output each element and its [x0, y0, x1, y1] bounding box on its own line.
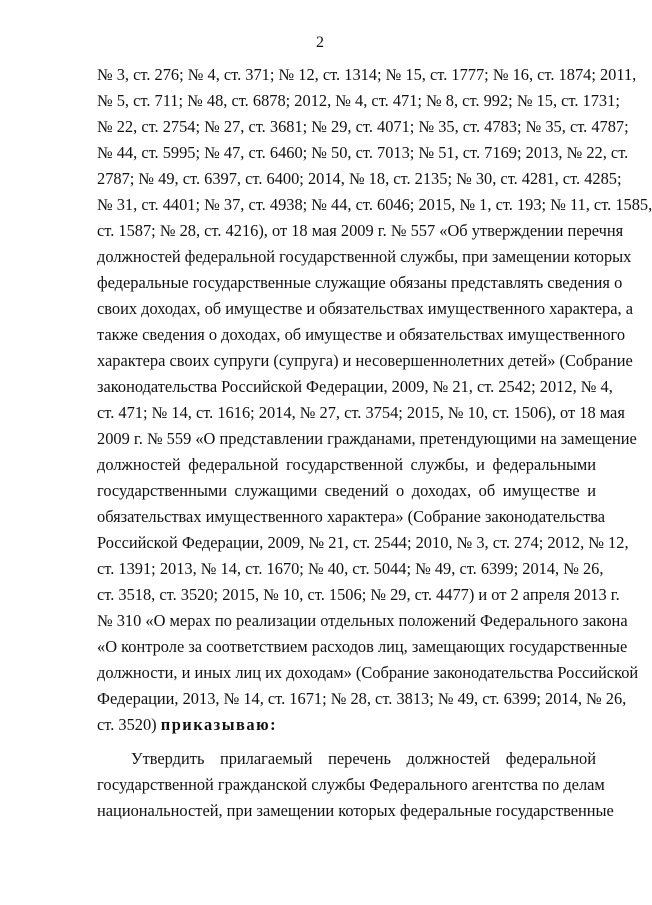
body-line: законодательства Российской Федерации, 2009, № 21, ст. 2542; 2012, № 4,: [97, 377, 613, 396]
paragraph-line: Утвердить прилагаемый перечень должностей федеральной: [131, 749, 596, 768]
body-line: ст. 3518, ст. 3520; 2015, № 10, ст. 1506; № 29, ст. 4477) и от 2 апреля 2013 г.: [97, 585, 620, 604]
body-line: должностей федеральной государственной службы, при замещении которых: [97, 247, 632, 266]
body-line: № 22, ст. 2754; № 27, ст. 3681; № 29, ст. 4071; № 35, ст. 4783; № 35, ст. 4787;: [97, 117, 629, 136]
body-line: Российской Федерации, 2009, № 21, ст. 2544; 2010, № 3, ст. 274; 2012, № 12,: [97, 533, 629, 552]
body-line: характера своих супруги (супруга) и несовершеннолетних детей» (Собрание: [97, 351, 633, 370]
body-line: ст. 1391; 2013, № 14, ст. 1670; № 40, ст. 5044; № 49, ст. 6399; 2014, № 26,: [97, 559, 604, 578]
body-line: государственными служащими сведений о доходах, об имуществе и: [97, 481, 596, 500]
body-line: № 31, ст. 4401; № 37, ст. 4938; № 44, ст. 6046; 2015, № 1, ст. 193; № 11, ст. 1585,: [97, 195, 652, 214]
body-line: обязательствах имущественного характера» (Собрание законодательства: [97, 507, 606, 526]
page-number: 2: [316, 34, 324, 51]
body-line: 2787; № 49, ст. 6397, ст. 6400; 2014, № 18, ст. 2135; № 30, ст. 4281, ст. 4285;: [97, 169, 622, 188]
body-line: федеральные государственные служащие обязаны представлять сведения о: [97, 273, 623, 292]
body-line: должностей федеральной государственной службы, и федеральными: [97, 455, 596, 474]
closing-line-text: ст. 3520): [97, 715, 161, 734]
closing-line: [97, 712, 596, 738]
paragraph-line: государственной гражданской службы Федерального агентства по делам: [97, 775, 605, 794]
body-line: № 3, ст. 276; № 4, ст. 371; № 12, ст. 1314; № 15, ст. 1777; № 16, ст. 1874; 2011,: [97, 65, 637, 84]
body-line: № 310 «О мерах по реализации отдельных положений Федерального закона: [97, 611, 628, 630]
body-line: ст. 1587; № 28, ст. 4216), от 18 мая 2009 г. № 557 «Об утверждении перечня: [97, 221, 624, 240]
body-line: 2009 г. № 559 «О представлении гражданами, претендующими на замещение: [97, 429, 637, 448]
order-word: приказываю:: [160, 715, 278, 734]
body-line: также сведения о доходах, об имуществе и обязательствах имущественного: [97, 325, 626, 344]
body-line: № 44, ст. 5995; № 47, ст. 6460; № 50, ст. 7013; № 51, ст. 7169; 2013, № 22, ст.: [97, 143, 629, 162]
body-line: должности, и иных лиц их доходам» (Собрание законодательства Российской: [97, 663, 639, 682]
body-line: ст. 471; № 14, ст. 1616; 2014, № 27, ст. 3754; 2015, № 10, ст. 1506), от 18 мая: [97, 403, 625, 422]
body-line: своих доходах, об имуществе и обязательствах имущественного характера, а: [97, 299, 633, 318]
paragraph-line: национальностей, при замещении которых федеральные государственные: [97, 801, 614, 820]
body-line: «О контроле за соответствием расходов лиц, замещающих государственные: [97, 637, 628, 656]
body-line: Федерации, 2013, № 14, ст. 1671; № 28, ст. 3813; № 49, ст. 6399; 2014, № 26,: [97, 689, 627, 708]
body-line: № 5, ст. 711; № 48, ст. 6878; 2012, № 4, ст. 471; № 8, ст. 992; № 15, ст. 1731;: [97, 91, 620, 110]
